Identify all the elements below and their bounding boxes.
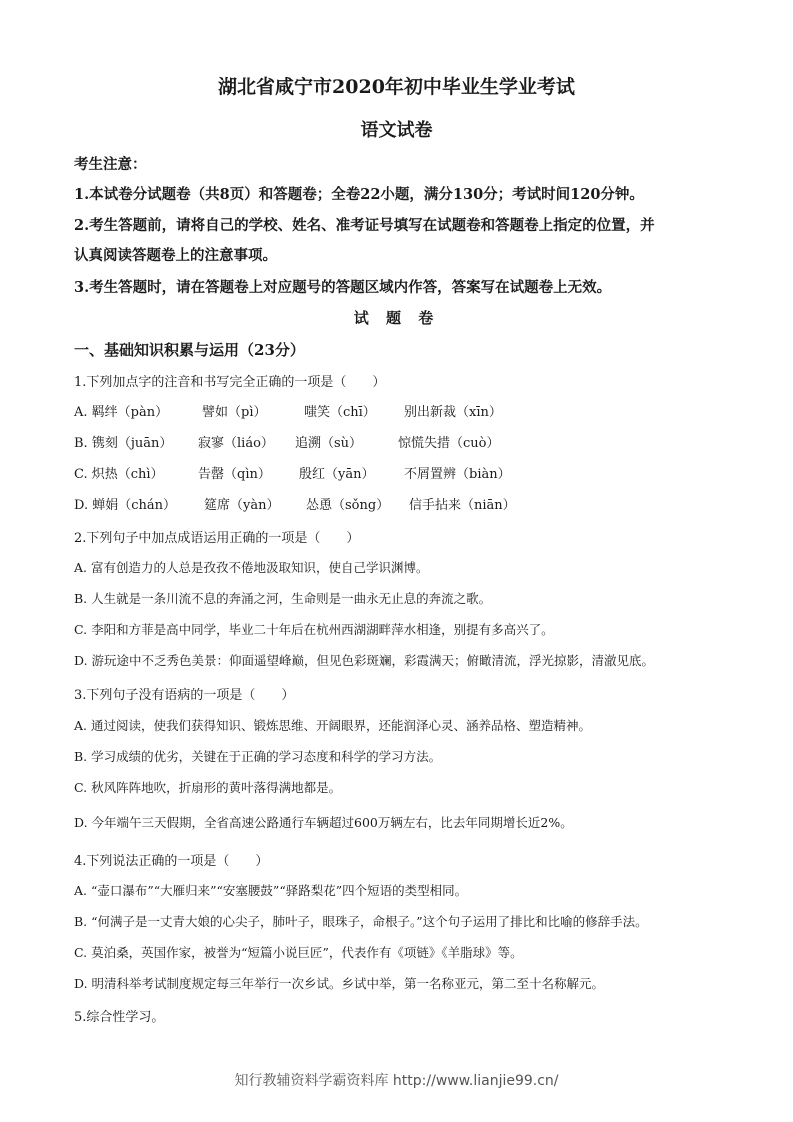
question-2-stem: 2.下列句子中加点成语运用正确的一项是（ ） bbox=[74, 531, 360, 546]
q2-option-c: C. 李阳和方菲是高中同学，毕业二十年后在杭州西湖湖畔萍水相逢，别提有多高兴了。 bbox=[74, 622, 554, 637]
q2-option-a: A. 富有创造力的人总是孜孜不倦地汲取知识，使自己学识渊博。 bbox=[74, 560, 429, 575]
question-3-stem: 3.下列句子没有语病的一项是（ ） bbox=[74, 688, 295, 703]
footer-watermark: 知行教辅资料学霸资料库 http://www.lianjie99.cn/ bbox=[234, 1073, 559, 1089]
q4-option-b: B. “何满子是一丈青大娘的心尖子，肺叶子，眼珠子，命根子。”这个句子运用了排比和比喻的修辞手法。 bbox=[74, 914, 648, 929]
question-4-stem: 4.下列说法正确的一项是（ ） bbox=[74, 854, 269, 869]
q2-option-b: B. 人生就是一条川流不息的奔涌之河，生命则是一曲永无止息的奔流之歌。 bbox=[74, 591, 492, 606]
q1-option-a-4: 别出新裁（xīn） bbox=[404, 405, 502, 420]
q1-option-c-4: 不屑置辨（biàn） bbox=[404, 467, 511, 482]
question-1-stem: 1.下列加点字的注音和书写完全正确的一项是（ ） bbox=[74, 375, 386, 390]
q1-option-c-2: 告罄（qìn） bbox=[198, 467, 271, 482]
q1-option-b-3: 追溯（sù） bbox=[295, 436, 363, 451]
q1-option-c-1: C. 炽热（chì） bbox=[74, 467, 164, 482]
q4-option-d: D. 明清科举考试制度规定每三年举行一次乡试。乡试中举，第一名称亚元，第二至十名称解元。 bbox=[74, 976, 605, 991]
q1-option-a-1: A. 羁绊（pàn） bbox=[74, 405, 169, 420]
q1-option-d-3: 怂恿（sǒng） bbox=[306, 498, 390, 513]
q3-option-d: D. 今年端午三天假期，全省高速公路通行车辆超过600万辆左右，比去年同期增长近2%。 bbox=[74, 815, 573, 830]
q3-option-a: A. 通过阅读，使我们获得知识、锻炼思维、开阔眼界，还能润泽心灵、涵养品格、塑造精神。 bbox=[74, 718, 591, 733]
q3-option-b: B. 学习成绩的优劣，关键在于正确的学习态度和科学的学习方法。 bbox=[74, 749, 442, 764]
notice-heading: 考生注意： bbox=[74, 156, 147, 173]
q1-option-c-3: 殷红（yān） bbox=[299, 467, 375, 482]
q1-option-d-1: D. 蝉娟（chán） bbox=[74, 498, 177, 513]
q4-option-c: C. 莫泊桑，英国作家，被誉为“短篇小说巨匠”，代表作有《项链》《羊脂球》等。 bbox=[74, 945, 523, 960]
section-title: 试 题 卷 bbox=[353, 309, 440, 327]
notice-item-2: 2.考生答题前，请将自己的学校、姓名、准考证号填写在试题卷和答题卷上指定的位置，并 bbox=[74, 217, 655, 234]
q3-option-c: C. 秋风阵阵地吹，折扇形的黄叶落得满地都是。 bbox=[74, 780, 342, 795]
q1-option-b-4: 惊慌失措（cuò） bbox=[398, 436, 500, 451]
q2-option-d: D. 游玩途中不乏秀色美景：仰面遥望峰巅，但见色彩斑斓，彩霞满天；俯瞰清流，浮光掠影，清澈见底。 bbox=[74, 653, 655, 668]
q1-option-b-2: 寂寥（liáo） bbox=[198, 436, 274, 451]
question-5-stem: 5.综合性学习。 bbox=[74, 1010, 165, 1025]
notice-item-1: 1.本试卷分试题卷（共8页）和答题卷；全卷22小题，满分130分；考试时间120分钟。 bbox=[74, 186, 644, 203]
notice-item-3: 3.考生答题时，请在答题卷上对应题号的答题区域内作答，答案写在试题卷上无效。 bbox=[74, 279, 612, 296]
q4-option-a: A. “壶口瀑布”“大雁归来”“安塞腰鼓”“驿路梨花”四个短语的类型相同。 bbox=[74, 883, 468, 898]
exam-subtitle: 语文试卷 bbox=[360, 120, 433, 141]
q1-option-a-2: 譬如（pì） bbox=[202, 405, 267, 420]
exam-title: 湖北省咸宁市2020年初中毕业生学业考试 bbox=[218, 76, 575, 98]
notice-item-2-cont: 认真阅读答题卷上的注意事项。 bbox=[74, 247, 277, 264]
part-1-heading: 一、基础知识积累与运用（23分） bbox=[74, 341, 305, 359]
q1-option-a-3: 嗤笑（chī） bbox=[304, 405, 376, 420]
q1-option-d-2: 筵席（yàn） bbox=[204, 498, 280, 513]
q1-option-d-4: 信手拈来（niān） bbox=[409, 498, 516, 513]
q1-option-b-1: B. 镌刻（juān） bbox=[74, 436, 173, 451]
